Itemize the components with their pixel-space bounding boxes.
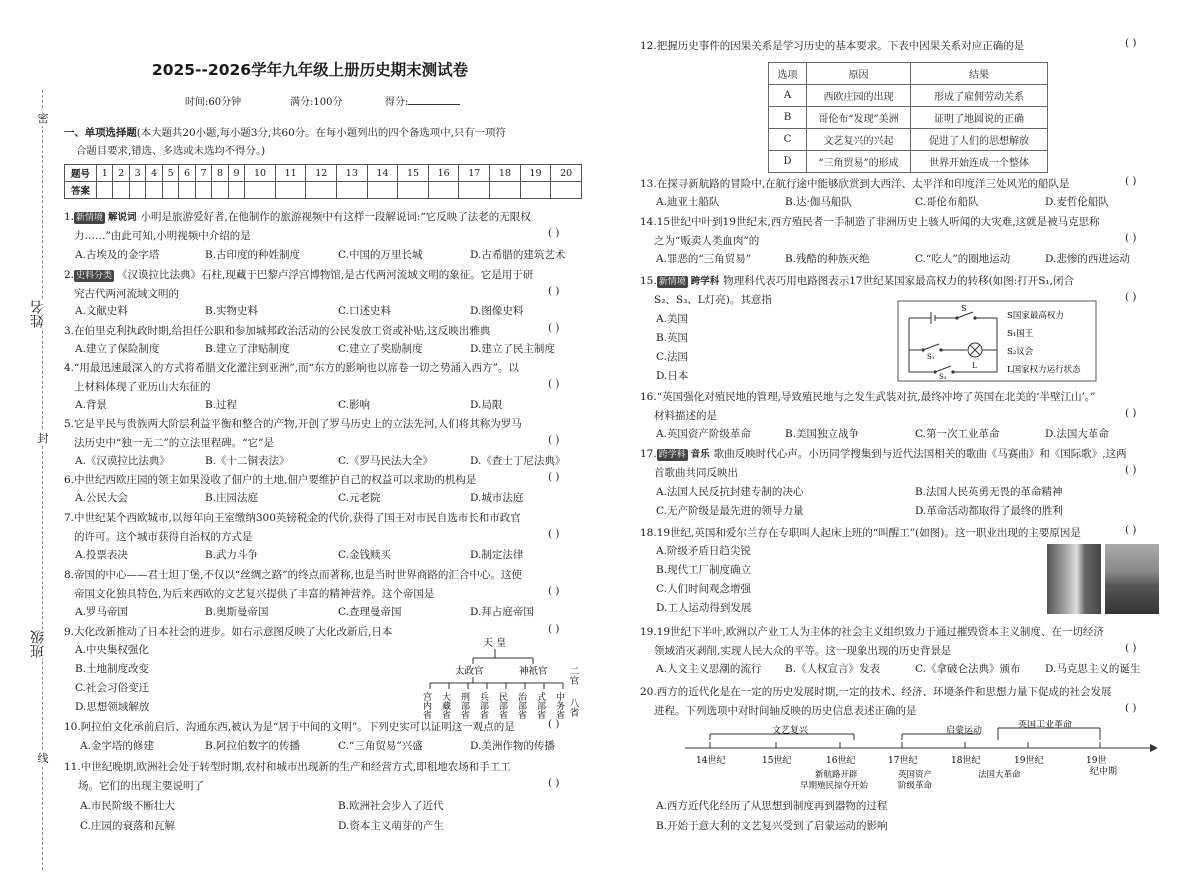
timeline-tick-label: 19世纪 [1014, 756, 1044, 766]
answer-paren[interactable]: ( ) [1125, 642, 1137, 654]
table-row: D “三角贸易”的形成 世界开始连成一个整体 [769, 151, 1048, 173]
ministry-label: 兵部省 [478, 692, 488, 719]
option[interactable]: C.金钱赎买 [338, 549, 391, 561]
question-14: 14.15世纪中叶到19世纪末,西方殖民者一手制造了非洲历史上骇人听闻的大灾难,这就是被马克思称 之为“贩卖人类血肉”的 [640, 216, 1100, 247]
table-row: B 哥伦布“发现”美洲 证明了地圆说的正确 [769, 107, 1048, 129]
option[interactable]: B.现代工厂制度确立 [656, 564, 752, 576]
option[interactable]: D.城市法庭 [470, 492, 524, 504]
answer-paren[interactable]: ( ) [548, 777, 560, 789]
option[interactable]: A.英国资产阶级革命 [656, 428, 751, 440]
option[interactable]: C.中国的万里长城 [338, 249, 423, 261]
seal-char: 封 [34, 430, 52, 446]
option[interactable]: A.金字塔的修建 [80, 740, 154, 752]
option[interactable]: D.古希腊的建筑艺术 [470, 249, 566, 261]
history-timeline [680, 720, 1160, 800]
knocker-up-photo-2 [1105, 544, 1159, 614]
legend-l: L国家权力运行状态 [1007, 365, 1081, 375]
option[interactable]: C.第一次工业革命 [915, 428, 1000, 440]
question-8: 8.帝国的中心——君士坦丁堡,不仅以“丝绸之路”的终点而著称,也是当时世界商路的汇合中心。这使 帝国文化独具特色,为后来西欧的文艺复兴提供了丰富的精神营养。这个帝国是 [64, 569, 522, 600]
question-16: 16.“英国强化对殖民地的管理,导致殖民地与之发生武装对抗,最终冲垮了英国在北美的‘半壁江山’。” 材料描述的是 [640, 391, 1096, 422]
option[interactable]: B.土地制度改变 [75, 663, 150, 675]
answer-cell[interactable] [97, 182, 113, 199]
option[interactable]: A.背景 [75, 399, 107, 411]
option[interactable]: A.阶级矛盾日趋尖锐 [656, 545, 751, 557]
option[interactable]: C.口述史料 [338, 305, 391, 317]
answer-cell[interactable] [520, 182, 551, 199]
answer-cell[interactable] [228, 182, 244, 199]
option[interactable]: C.查理曼帝国 [338, 606, 402, 618]
answer-paren[interactable]: ( ) [1125, 464, 1137, 476]
answer-cell[interactable] [275, 182, 306, 199]
question-11: 11.中世纪晚期,欧洲社会处于转型时期,农村和城市出现新的生产和经营方式,即租地农场和手工工 场。它们的出现主要说明了 [64, 761, 511, 792]
option[interactable]: B.达·伽马船队 [785, 196, 852, 208]
answer-cell[interactable] [129, 182, 145, 199]
option[interactable]: A.罗马帝国 [75, 606, 128, 618]
seal-char: 线 [34, 750, 52, 766]
option[interactable]: B.过程 [205, 399, 238, 411]
option[interactable]: B.法国人民英勇无畏的革命精神 [915, 486, 1063, 498]
event-english-revolution-a: 英国资产 [898, 770, 933, 780]
answer-paren[interactable]: ( ) [548, 528, 560, 540]
ministry-label: 式部省 [535, 692, 545, 719]
timeline-tick-label: 16世纪 [826, 756, 856, 766]
question-20: 20.西方的近代化是在一定的历史发展时期,一定的技术、经济、环境条件和思想力量下促成的社会发展 进程。下列选项中对时间轴反映的历史信息表述正确的是 [640, 686, 1112, 717]
page-title: 2025--2026学年九年级上册历史期末测试卷 [151, 61, 469, 79]
answer-grid-number: 4 [146, 165, 162, 182]
legend-s1: S₁国王 [1007, 329, 1034, 339]
event-french-revolution: 法国大革命 [978, 770, 1021, 780]
option[interactable]: A.迪亚士船队 [656, 196, 720, 208]
option[interactable]: D.悲惨的西进运动 [1045, 253, 1130, 265]
question-7: 7.中世纪某个西欧城市,以每年向王室缴纳300英镑税金的代价,获得了国王对市民自选市长和市政官 的许可。这个城市获得自治权的方式是 [64, 512, 521, 543]
event-english-revolution-b: 阶级革命 [898, 781, 933, 791]
answer-paren[interactable]: ( ) [1125, 175, 1137, 187]
option[interactable]: D.资本主义萌芽的产生 [338, 820, 444, 832]
question-10: 10.阿拉伯文化承前启后、沟通东西,被认为是“居于中间的文明”。下列史实可以证明这一观点的是 [64, 721, 515, 733]
legend-s: S国家最高权力 [1007, 311, 1064, 321]
timeline-tick-label: 14世纪 [696, 756, 726, 766]
option[interactable]: C.《罗马民法大全》 [338, 455, 433, 467]
svg-text:L: L [972, 362, 977, 370]
table-row: C 文艺复兴的兴起 促进了人们的思想解放 [769, 129, 1048, 151]
timeline-tick-label: 17世纪 [888, 756, 918, 766]
arrow-right-icon [1150, 744, 1158, 752]
section-instructions: 一、单项选择题(本大题共20小题,每小题3分,共60分。在每小题列出的四个备选项中,只有一项符 合题目要求,错选、多选或未选均不得分。) [64, 127, 506, 157]
table-header: 结果 [911, 63, 1048, 85]
answer-grid-number: 11 [275, 165, 306, 182]
answer-cell[interactable] [195, 182, 211, 199]
answer-cell[interactable] [245, 182, 276, 199]
answer-grid-number: 19 [520, 165, 551, 182]
option[interactable]: A.美国 [656, 313, 688, 325]
tag-badge: 新情境 [76, 213, 104, 223]
answer-paren[interactable]: ( ) [548, 623, 560, 635]
answer-grid-number: 17 [459, 165, 490, 182]
question-12: 12.把握历史事件的因果关系是学习历史的基本要求。下表中因果关系对应正确的是 [640, 40, 1025, 52]
answer-cell[interactable] [398, 182, 429, 199]
option[interactable]: A.罪恶的“三角贸易” [656, 253, 752, 265]
answer-paren[interactable]: ( ) [1125, 702, 1137, 714]
option[interactable]: A.公民大会 [75, 492, 128, 504]
option[interactable]: D.工人运动得到发展 [656, 602, 752, 614]
seal-char: 密 [34, 110, 52, 126]
option[interactable]: B.建立了津贴制度 [205, 343, 290, 355]
band-renaissance: 文艺复兴 [772, 726, 809, 736]
answer-grid-number: 13 [337, 165, 368, 182]
event-new-routes: 新航路开辟 [815, 770, 858, 780]
answer-grid-number: 1 [97, 165, 113, 182]
option[interactable]: D.局限 [470, 399, 503, 411]
tag-badge: 新情境 [658, 277, 686, 287]
svg-text:S₂: S₂ [939, 373, 947, 381]
question-1: 1. 新情境 解说词 小明是旅游爱好者,在他制作的旅游视频中有这样一段解说词:“它反映了法老的无限权 力……”由此可知,小明视频中介绍的是 [64, 211, 531, 242]
option[interactable]: C.影响 [338, 399, 370, 411]
table-row: A 西欧庄园的出现 形成了雇佣劳动关系 [769, 85, 1048, 107]
question-17: 17. 跨学科 音乐 歌曲反映时代心声。小历同学搜集到与近代法国相关的歌曲《马赛曲》和《国际歌》,这两 首歌曲共同反映出 [640, 448, 1127, 479]
answer-paren[interactable]: ( ) [548, 322, 560, 334]
answer-paren[interactable]: ( ) [548, 471, 560, 483]
time-label: 时间:60分钟 [185, 97, 242, 108]
answer-grid-number: 12 [306, 165, 337, 182]
diagram-daijokan: 太政官 [455, 666, 484, 677]
question-6: 6.中世纪西欧庄园的领主如果没收了佃户的土地,佃户要维护自己的权益可以求助的机构是 [64, 474, 477, 486]
answer-cell[interactable] [367, 182, 398, 199]
timeline-tick-label: 纪中期 [1090, 767, 1118, 777]
option[interactable]: C.“吃人”的圈地运动 [915, 253, 1011, 265]
ministry-label: 治部省 [516, 692, 526, 719]
option[interactable]: A.市民阶级不断壮大 [80, 800, 175, 812]
answer-cell[interactable] [459, 182, 490, 199]
option[interactable]: B.实物史料 [205, 305, 259, 317]
class-label: 班级 [28, 630, 50, 658]
option[interactable]: A.文献史料 [75, 305, 128, 317]
option[interactable]: C.庄园的衰落和瓦解 [80, 820, 175, 832]
answer-paren[interactable]: ( ) [548, 285, 560, 297]
diagram-eight-ministries: 八省 [567, 698, 579, 717]
option[interactable]: D.法国大革命 [1045, 428, 1109, 440]
knocker-up-photo-1 [1047, 544, 1101, 614]
question-18: 18.19世纪,英国和爱尔兰存在专职叫人起床上班的“叫醒工”(如图)。这一职业出现的主要原因是 [640, 527, 1081, 539]
ministry-label: 宫内省 [421, 692, 431, 719]
option[interactable]: B.开始于意大利的文艺复兴受到了启蒙运动的影响 [656, 820, 888, 832]
timeline-tick-label: 15世纪 [762, 756, 792, 766]
option[interactable]: D.拜占庭帝国 [470, 606, 534, 618]
timeline-tick-label: 18世纪 [951, 756, 981, 766]
option[interactable]: A.西方近代化经历了从思想到制度再到器物的过程 [656, 800, 888, 812]
answer-cell[interactable] [428, 182, 459, 199]
answer-grid-header: 题号 [65, 165, 97, 182]
option[interactable]: A.建立了保险制度 [75, 343, 160, 355]
answer-paren[interactable]: ( ) [1125, 232, 1137, 244]
answer-paren[interactable]: ( ) [548, 434, 560, 446]
tag-badge: 跨学科 [658, 450, 686, 460]
option[interactable]: A.中央集权强化 [75, 644, 149, 656]
option[interactable]: B.阿拉伯数字的传播 [205, 740, 301, 752]
answer-paren[interactable]: ( ) [1125, 37, 1137, 49]
answer-paren[interactable]: ( ) [1125, 407, 1137, 419]
question-13: 13.在探寻新航路的冒险中,在航行途中能够欣赏到大西洋、太平洋和印度洋三处风光的船队是 [640, 178, 1070, 190]
diagram-jingikan: 神祇官 [519, 666, 548, 677]
answer-paren[interactable]: ( ) [548, 718, 560, 730]
option[interactable]: C.人们时间观念增强 [656, 583, 751, 595]
option[interactable]: D.图像史料 [470, 305, 524, 317]
ministry-label: 大藏省 [440, 692, 450, 719]
score-blank[interactable] [408, 95, 460, 105]
ministry-label: 中务省 [554, 692, 564, 719]
taika-reform-diagram [415, 634, 587, 726]
option[interactable]: D.马克思主义的诞生 [1045, 663, 1141, 675]
option[interactable]: D.美洲作物的传播 [470, 740, 555, 752]
cause-effect-table [768, 62, 1048, 173]
table-header: 选项 [769, 63, 807, 85]
option[interactable]: C.“三角贸易”兴盛 [338, 740, 423, 752]
option[interactable]: C.法国 [656, 351, 688, 363]
answer-grid-number: 14 [367, 165, 398, 182]
option[interactable]: A.投票表决 [75, 549, 128, 561]
circuit-diagram [897, 300, 1097, 382]
question-19: 19.19世纪下半叶,欧洲以产业工人为主体的社会主义组织致力于通过摧毁资本主义制度、在一切经济 领域消灭剥削,实现人民大众的平等。这一现象出现的历史背景是 [640, 626, 1104, 657]
answer-grid-number: 16 [428, 165, 459, 182]
answer-grid [64, 164, 582, 199]
answer-cell[interactable] [337, 182, 368, 199]
answer-cell[interactable] [162, 182, 178, 199]
answer-grid-number: 8 [212, 165, 228, 182]
option[interactable]: D.思想领域解放 [75, 701, 150, 713]
answer-paren[interactable]: ( ) [548, 585, 560, 597]
answer-cell[interactable] [146, 182, 162, 199]
answer-grid-number: 3 [129, 165, 145, 182]
answer-paren[interactable]: ( ) [1125, 524, 1137, 536]
svg-text:S₁: S₁ [927, 353, 935, 361]
option[interactable]: A.人文主义思潮的流行 [656, 663, 762, 675]
question-5: 5.它是平民与贵族两大阶层利益平衡和整合的产物,开创了罗马历史上的立法先河,人们将其称为罗马 法历史中“独一无二”的立法里程碑。“它”是 [64, 418, 522, 449]
ministry-label: 刑部省 [459, 692, 469, 719]
binding-margin [30, 90, 56, 870]
answer-cell[interactable] [306, 182, 337, 199]
option[interactable]: B.《人权宣言》发表 [785, 663, 881, 675]
option[interactable]: C.元老院 [338, 492, 381, 504]
option[interactable]: C.社会习俗变迁 [75, 682, 149, 694]
answer-grid-header: 答案 [65, 182, 97, 199]
section-heading: 一、单项选择题 [64, 127, 137, 139]
option[interactable]: A.《汉谟拉比法典》 [75, 455, 170, 467]
tag-badge: 史料分类 [76, 271, 113, 281]
option[interactable]: B.奥斯曼帝国 [205, 606, 269, 618]
svg-text:S: S [961, 304, 967, 313]
option[interactable]: D.制定法律 [470, 549, 524, 561]
option[interactable]: C.《拿破仑法典》颁布 [915, 663, 1021, 675]
option[interactable]: B.《十二铜表法》 [205, 455, 290, 467]
timeline-tick-label: 19世 [1086, 756, 1107, 766]
question-15: 15. 新情境 跨学科 物理科代表巧用电路图表示17世纪某国家最高权力的转移(如图:打开S₁,闭合 S₂、S₃、L灯亮)。其意指 [640, 275, 1074, 306]
answer-grid-number: 15 [398, 165, 429, 182]
answer-grid-number: 9 [228, 165, 244, 182]
answer-grid-number: 5 [162, 165, 178, 182]
option[interactable]: B.美国独立战争 [785, 428, 860, 440]
answer-grid-number: 10 [245, 165, 276, 182]
question-3: 3.在伯里克利执政时期,给担任公职和参加城邦政治活动的公民发放工资或补贴,这反映出雅典 [64, 325, 491, 337]
answer-cell[interactable] [212, 182, 228, 199]
answer-grid-number: 2 [113, 165, 129, 182]
option[interactable]: D.建立了民主制度 [470, 343, 555, 355]
option[interactable]: A.法国人民反抗封建专制的决心 [656, 486, 804, 498]
option[interactable]: C.建立了奖励制度 [338, 343, 423, 355]
option[interactable]: C.无产阶级是最先进的领导力量 [656, 505, 804, 517]
score-label: 满分:100分 [290, 97, 343, 108]
answer-grid-number: 7 [195, 165, 211, 182]
option[interactable]: B.残酷的种族灭绝 [785, 253, 870, 265]
answer-cell[interactable] [179, 182, 195, 199]
answer-cell[interactable] [490, 182, 521, 199]
event-colonial-plunder: 早期殖民掠夺开始 [800, 781, 869, 791]
option[interactable]: D.麦哲伦船队 [1045, 196, 1109, 208]
answer-grid-number: 20 [551, 165, 582, 182]
diagram-two-offices: 二官 [567, 666, 579, 685]
option[interactable]: B.古印度的种姓制度 [205, 249, 301, 261]
question-9: 9.大化改新推动了日本社会的进步。如右示意图反映了大化改新后,日本 [64, 626, 393, 638]
answer-paren[interactable]: ( ) [1125, 291, 1137, 303]
got-label: 得分: [385, 93, 460, 108]
band-enlightenment: 启蒙运动 [946, 726, 983, 736]
question-4: 4.“用最迅速最深入的方式将希腊文化灌注到亚洲”,而“东方的影响也以席卷一切之势涌入西方”。以 上材料体现了亚历山大东征的 [64, 362, 519, 393]
answer-grid-number: 18 [490, 165, 521, 182]
option[interactable]: C.哥伦布船队 [915, 196, 979, 208]
option[interactable]: B.欧洲社会步入了近代 [338, 800, 444, 812]
option[interactable]: D.《查士丁尼法典》 [470, 455, 566, 467]
option[interactable]: B.庄园法庭 [205, 492, 259, 504]
answer-paren[interactable]: ( ) [548, 378, 560, 390]
table-header: 原因 [807, 63, 911, 85]
ministry-label: 民部省 [497, 692, 507, 719]
answer-cell[interactable] [113, 182, 129, 199]
option[interactable]: D.革命活动都取得了最终的胜利 [915, 505, 1063, 517]
answer-paren[interactable]: ( ) [548, 227, 560, 239]
option[interactable]: B.武力斗争 [205, 549, 259, 561]
answer-cell[interactable] [551, 182, 582, 199]
answer-grid-number: 6 [179, 165, 195, 182]
legend-s2: S₂议会 [1007, 347, 1034, 357]
diagram-emperor: 天 皇 [483, 638, 507, 649]
option[interactable]: A.古埃及的金字塔 [75, 249, 160, 261]
option[interactable]: D.日本 [656, 370, 689, 382]
name-label: 姓名 [28, 300, 50, 328]
option[interactable]: B.英国 [656, 332, 689, 344]
band-industrial-revolution: 英国工业革命 [1018, 720, 1073, 730]
question-2: 2. 史料分类 《汉谟拉比法典》石柱,现藏于巴黎卢浮宫博物馆,是古代两河流域文明的象征。它是用于研 究古代两河流域文明的 [64, 269, 534, 300]
